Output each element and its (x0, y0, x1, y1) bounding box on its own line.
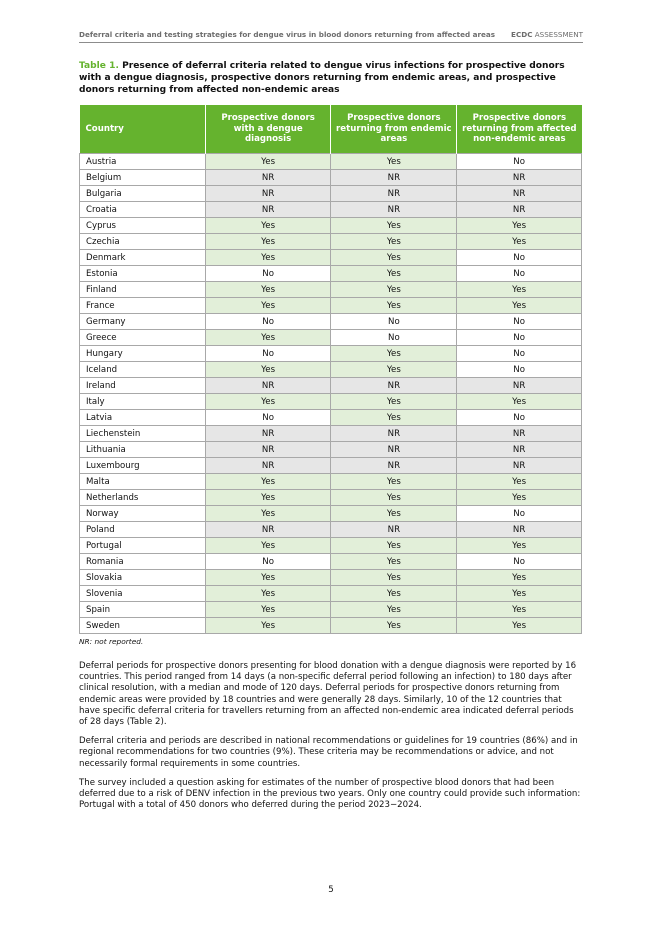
value-cell: NR (331, 522, 457, 538)
header-org-suffix: ASSESSMENT (532, 30, 583, 39)
value-cell: Yes (331, 538, 457, 554)
country-cell: Italy (80, 394, 206, 410)
header-endemic-areas: Prospective donors returning from endemic areas (331, 105, 457, 154)
table-row (80, 186, 582, 202)
country-cell: Estonia (80, 266, 206, 282)
value-cell: Yes (457, 602, 582, 618)
table-row (80, 394, 582, 410)
table-row (80, 490, 582, 506)
table-row (80, 282, 582, 298)
value-cell: Yes (457, 298, 582, 314)
value-cell: NR (205, 170, 331, 186)
header-org (511, 30, 583, 39)
table-row (80, 554, 582, 570)
value-cell: No (331, 330, 457, 346)
country-cell: Iceland (80, 362, 206, 378)
country-cell: Poland (80, 522, 206, 538)
country-cell: Czechia (80, 234, 206, 250)
deferral-criteria-table (79, 105, 582, 634)
value-cell: Yes (331, 346, 457, 362)
value-cell: Yes (457, 282, 582, 298)
value-cell: Yes (457, 570, 582, 586)
table-row (80, 506, 582, 522)
country-cell: Croatia (80, 202, 206, 218)
value-cell: NR (457, 442, 582, 458)
value-cell: Yes (457, 394, 582, 410)
table-row (80, 330, 582, 346)
value-cell: No (457, 554, 582, 570)
header-org-name: ECDC (511, 30, 533, 39)
table-row (80, 298, 582, 314)
table-caption (79, 61, 585, 96)
value-cell: No (457, 362, 582, 378)
table-row (80, 570, 582, 586)
country-cell: Romania (80, 554, 206, 570)
value-cell: Yes (331, 250, 457, 266)
country-cell: Lithuania (80, 442, 206, 458)
country-cell: Belgium (80, 170, 206, 186)
value-cell: Yes (205, 394, 331, 410)
table-row (80, 170, 582, 186)
table-row (80, 426, 582, 442)
value-cell: Yes (457, 218, 582, 234)
value-cell: Yes (205, 218, 331, 234)
value-cell: NR (331, 186, 457, 202)
country-cell: Germany (80, 314, 206, 330)
value-cell: Yes (457, 618, 582, 634)
value-cell: Yes (331, 282, 457, 298)
country-cell: Slovakia (80, 570, 206, 586)
value-cell: Yes (331, 234, 457, 250)
value-cell: Yes (457, 586, 582, 602)
country-cell: Spain (80, 602, 206, 618)
value-cell: NR (331, 426, 457, 442)
country-cell: Bulgaria (80, 186, 206, 202)
table-row (80, 202, 582, 218)
value-cell: No (331, 314, 457, 330)
header-title: Deferral criteria and testing strategies for dengue virus in blood donors returning from affected areas (79, 30, 496, 39)
country-cell: France (80, 298, 206, 314)
table-row (80, 410, 582, 426)
table-caption-text: Presence of deferral criteria related to dengue virus infections for prospective donors with a dengue diagnosis, prospective donors returning from endemic areas, and prospective donors returning from affected non-endemic areas (79, 61, 565, 95)
country-cell: Latvia (80, 410, 206, 426)
value-cell: Yes (331, 570, 457, 586)
value-cell: No (457, 346, 582, 362)
value-cell: NR (205, 202, 331, 218)
running-header (79, 28, 583, 43)
value-cell: Yes (331, 362, 457, 378)
value-cell: No (457, 314, 582, 330)
value-cell: No (457, 154, 582, 170)
table-row (80, 266, 582, 282)
value-cell: No (457, 266, 582, 282)
country-cell: Malta (80, 474, 206, 490)
value-cell: NR (331, 202, 457, 218)
table-row (80, 538, 582, 554)
value-cell: NR (205, 522, 331, 538)
value-cell: Yes (331, 410, 457, 426)
value-cell: Yes (205, 282, 331, 298)
value-cell: No (457, 330, 582, 346)
value-cell: Yes (205, 506, 331, 522)
value-cell: Yes (205, 586, 331, 602)
table-row (80, 218, 582, 234)
table-row (80, 442, 582, 458)
value-cell: NR (457, 458, 582, 474)
value-cell: NR (205, 458, 331, 474)
table-row (80, 154, 582, 170)
value-cell: Yes (205, 538, 331, 554)
country-cell: Portugal (80, 538, 206, 554)
header-non-endemic-areas: Prospective donors returning from affected non-endemic areas (457, 105, 582, 154)
table-header-row (80, 105, 582, 154)
value-cell: Yes (331, 602, 457, 618)
country-cell: Ireland (80, 378, 206, 394)
value-cell: NR (331, 170, 457, 186)
value-cell: Yes (205, 330, 331, 346)
value-cell: NR (331, 442, 457, 458)
value-cell: NR (205, 426, 331, 442)
header-dengue-diagnosis: Prospective donors with a dengue diagnosis (205, 105, 331, 154)
table-row (80, 522, 582, 538)
value-cell: Yes (205, 234, 331, 250)
table-body (80, 154, 582, 634)
value-cell: No (457, 410, 582, 426)
country-cell: Slovenia (80, 586, 206, 602)
value-cell: No (205, 554, 331, 570)
table-caption-label: Table 1. (79, 61, 119, 71)
table-row (80, 346, 582, 362)
table-row (80, 362, 582, 378)
value-cell: NR (457, 426, 582, 442)
paragraph: Deferral criteria and periods are described in national recommendations or guidelines for 19 countries (86%) and in regional recommendations for two countries (9%). These criteria may be recommendations or advice, and not necessarily formal requirements in some countries. (79, 736, 578, 769)
value-cell: Yes (457, 234, 582, 250)
table-row (80, 378, 582, 394)
value-cell: Yes (457, 474, 582, 490)
value-cell: Yes (205, 250, 331, 266)
value-cell: NR (457, 378, 582, 394)
value-cell: NR (331, 378, 457, 394)
country-cell: Greece (80, 330, 206, 346)
value-cell: Yes (205, 362, 331, 378)
country-cell: Luxembourg (80, 458, 206, 474)
value-cell: NR (457, 186, 582, 202)
value-cell: Yes (205, 570, 331, 586)
value-cell: Yes (205, 298, 331, 314)
page-number: 5 (328, 885, 334, 895)
value-cell: Yes (331, 506, 457, 522)
country-cell: Sweden (80, 618, 206, 634)
value-cell: NR (457, 202, 582, 218)
value-cell: Yes (205, 618, 331, 634)
value-cell: Yes (331, 218, 457, 234)
value-cell: Yes (205, 154, 331, 170)
table-row (80, 586, 582, 602)
table-row (80, 602, 582, 618)
country-cell: Cyprus (80, 218, 206, 234)
table-note: NR: not reported. (79, 637, 144, 646)
value-cell: NR (331, 458, 457, 474)
country-cell: Netherlands (80, 490, 206, 506)
country-cell: Norway (80, 506, 206, 522)
table-row (80, 234, 582, 250)
table-row (80, 250, 582, 266)
value-cell: NR (205, 186, 331, 202)
value-cell: No (457, 506, 582, 522)
country-cell: Denmark (80, 250, 206, 266)
country-cell: Austria (80, 154, 206, 170)
value-cell: Yes (205, 490, 331, 506)
value-cell: No (205, 346, 331, 362)
value-cell: Yes (331, 154, 457, 170)
value-cell: NR (457, 170, 582, 186)
body-text (79, 661, 584, 819)
value-cell: Yes (457, 490, 582, 506)
value-cell: NR (205, 378, 331, 394)
paragraph: The survey included a question asking for estimates of the number of prospective blood donors that had been deferred due to a risk of DENV infection in the previous two years. Only one country could provide such information: Portugal with a total of 450 donors who deferred during the period 2023−2024. (79, 777, 581, 811)
value-cell: Yes (331, 490, 457, 506)
country-cell: Finland (80, 282, 206, 298)
value-cell: Yes (331, 266, 457, 282)
value-cell: NR (457, 522, 582, 538)
table-row (80, 618, 582, 634)
table-row (80, 314, 582, 330)
value-cell: Yes (331, 394, 457, 410)
value-cell: No (205, 410, 331, 426)
table-row (80, 458, 582, 474)
country-cell: Liechenstein (80, 426, 206, 442)
value-cell: Yes (205, 602, 331, 618)
paragraph: Deferral periods for prospective donors presenting for blood donation with a dengue diagnosis were reported by 16 countries. This period ranged from 14 days (a non-specific deferral period following an infection) to 180 days after clinical resolution, with a median and mode of 120 days. Deferral periods for prospective donors returning from endemic areas were provided by 18 countries and were generally 28 days. Similarly, 10 of the 12 countries that have specific deferral criteria for travellers returning from an affected non-endemic area indicated deferral periods of 28 days (Table 2). (79, 661, 577, 728)
value-cell: No (205, 314, 331, 330)
value-cell: Yes (331, 554, 457, 570)
value-cell: Yes (331, 474, 457, 490)
value-cell: Yes (331, 618, 457, 634)
value-cell: Yes (331, 298, 457, 314)
table-row (80, 474, 582, 490)
value-cell: Yes (457, 538, 582, 554)
value-cell: NR (205, 442, 331, 458)
value-cell: No (457, 250, 582, 266)
value-cell: Yes (205, 474, 331, 490)
value-cell: No (205, 266, 331, 282)
value-cell: Yes (331, 586, 457, 602)
country-cell: Hungary (80, 346, 206, 362)
header-country: Country (80, 105, 206, 154)
